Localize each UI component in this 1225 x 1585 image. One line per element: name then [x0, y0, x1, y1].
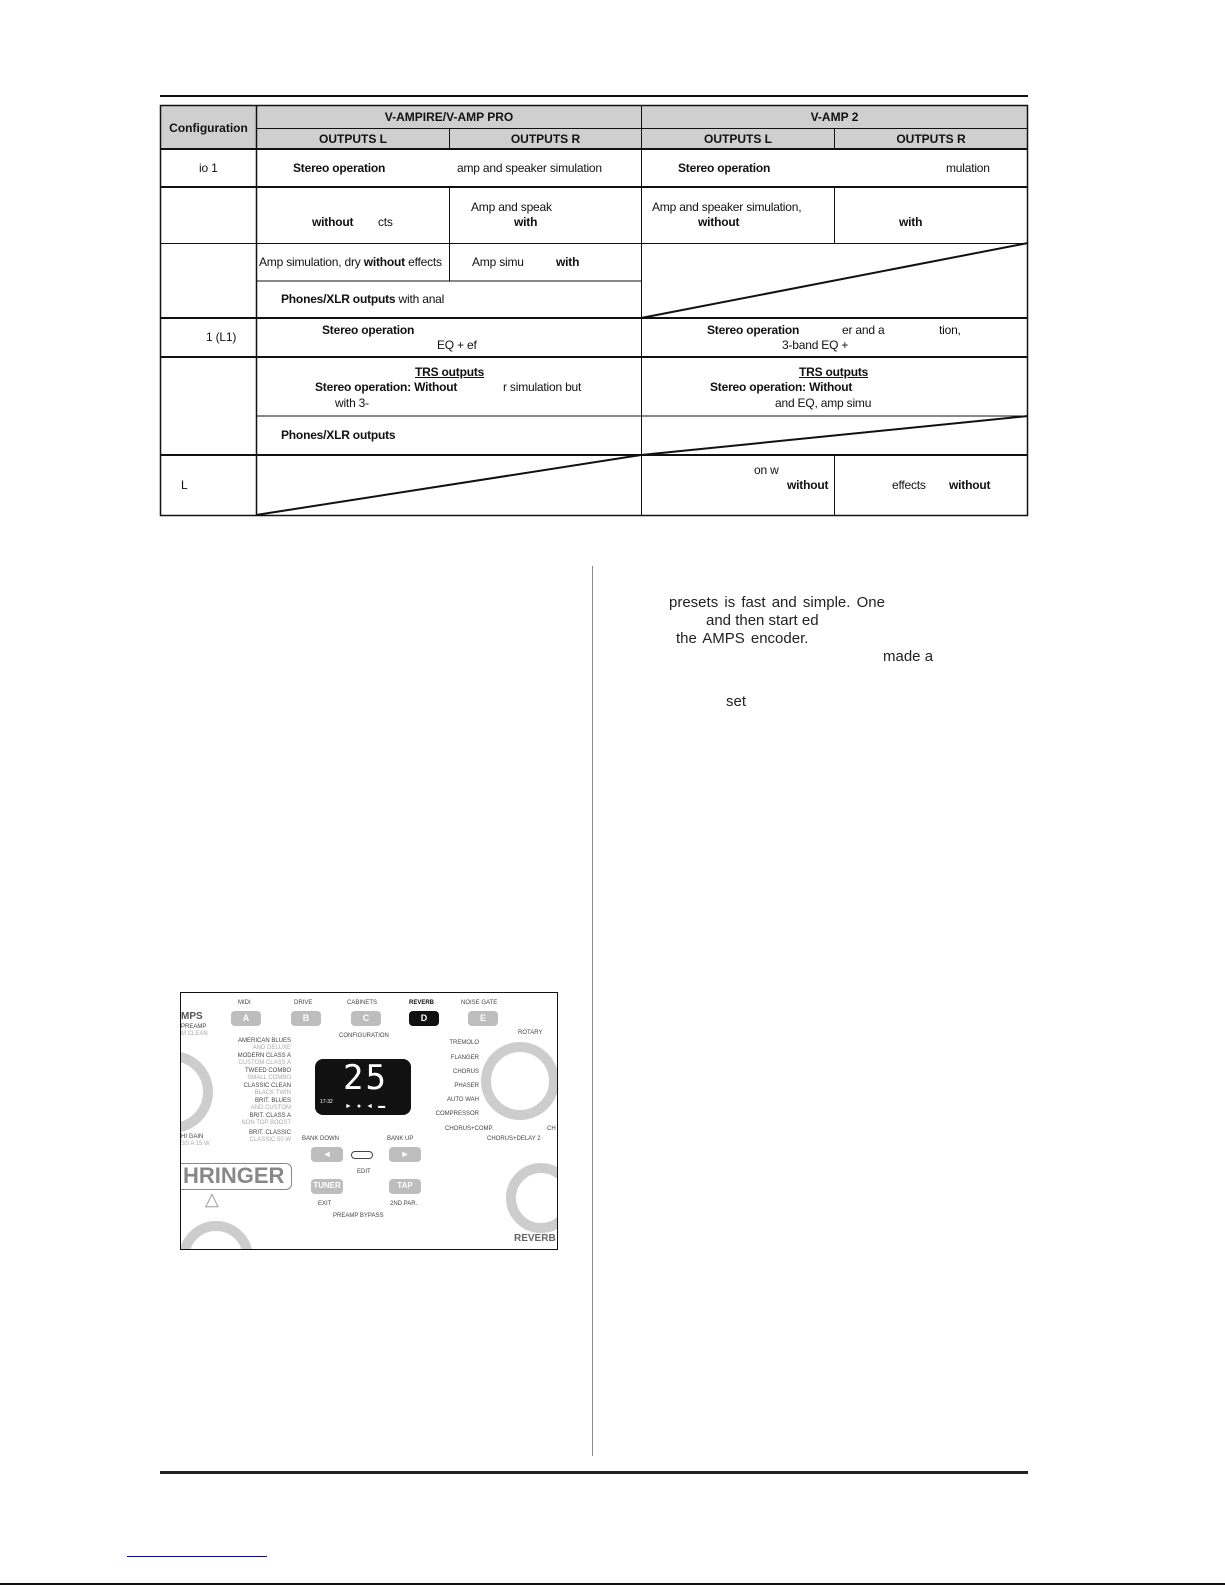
- button-a: A: [231, 1011, 261, 1026]
- cell-text: cts: [378, 215, 393, 229]
- label-edit: EDIT: [357, 1169, 371, 1175]
- effect-item: FLANGER: [450, 1055, 479, 1061]
- row-label: 1 (L1): [206, 330, 237, 344]
- body-text: the AMPS encoder.: [676, 630, 809, 647]
- label-noise-gate: NOISE GATE: [461, 1000, 498, 1006]
- table-grid: [0, 0, 1225, 530]
- diagonal-na: [641, 243, 1028, 318]
- group-header-vamp2: V-AMP 2: [641, 105, 1028, 129]
- button-e: E: [468, 1011, 498, 1026]
- bank-down-button: ◄: [311, 1147, 343, 1162]
- body-text: set: [726, 693, 747, 710]
- button-b: B: [291, 1011, 321, 1026]
- label-amps: MPS: [181, 1011, 203, 1022]
- cell-text: TRS outputs: [799, 365, 869, 379]
- label-cabinets: CABINETS: [347, 1000, 378, 1006]
- cell-text: Stereo operation: Without: [315, 380, 458, 394]
- column-divider: [592, 566, 593, 1456]
- config-header: Configuration: [160, 105, 257, 150]
- label-configuration: CONFIGURATION: [339, 1033, 389, 1039]
- cell-text: Phones/XLR outputs with anal: [281, 292, 445, 306]
- cell-text: Amp simu: [472, 255, 524, 269]
- label-hi-gain: HI GAIN: [181, 1134, 204, 1140]
- link-underline: [127, 1556, 267, 1557]
- outputs-header: OUTPUTS R: [834, 128, 1028, 150]
- effects-knob: [481, 1042, 558, 1120]
- label-reverb-knob: REVERB: [514, 1233, 556, 1244]
- label-reverb: REVERB: [409, 1000, 435, 1006]
- cell-text: Amp simulation, dry without effects: [259, 255, 442, 269]
- display-indicators: ►●◄▬: [345, 1103, 391, 1110]
- effect-item: COMPRESSOR: [435, 1111, 479, 1117]
- cell-text: amp and speaker simulation: [457, 161, 602, 175]
- diagonal-na: [641, 416, 1028, 455]
- outputs-header: OUTPUTS L: [256, 128, 450, 150]
- label-hi-gain-sub: SS A 15 W: [181, 1141, 210, 1147]
- cell-text: Amp and speaker simulation,: [652, 200, 802, 214]
- button-c: C: [351, 1011, 381, 1026]
- effect-item: TREMOLO: [449, 1040, 479, 1046]
- body-text: presets is fast and simple. One: [669, 594, 885, 611]
- cell-text: Stereo operation: [678, 161, 771, 175]
- cell-text: Stereo operation: [293, 161, 386, 175]
- amp-item: TWEED COMBO SMALL COMBO: [245, 1068, 291, 1081]
- effect-item: PHASER: [454, 1083, 479, 1089]
- body-text: made a: [883, 648, 934, 665]
- amp-item: MODERN CLASS A CUSTOM CLASS A: [237, 1053, 291, 1066]
- cell-text: without: [787, 478, 829, 492]
- cell-text: Stereo operation: Without: [710, 380, 853, 394]
- label-exit: EXIT: [318, 1201, 332, 1207]
- cell-text: Stereo operation: [322, 323, 415, 337]
- device-panel-image: [180, 992, 558, 1250]
- cell-text: tion,: [939, 323, 961, 337]
- effects-list: [421, 1040, 479, 1125]
- tap-button: TAP: [389, 1179, 421, 1194]
- display-value: 25: [343, 1058, 388, 1098]
- body-text: and then start ed: [706, 612, 819, 629]
- cell-text: without: [698, 215, 740, 229]
- bottom-left-knob: [180, 1221, 253, 1250]
- reverb-knob: [506, 1163, 558, 1233]
- cell-text: without: [312, 215, 354, 229]
- diagonal-na: [256, 455, 641, 515]
- amp-item: BRIT. CLASS A NON TOP BOOST: [241, 1113, 291, 1126]
- label-drive: DRIVE: [294, 1000, 313, 1006]
- effect-item: AUTO WAH: [446, 1097, 479, 1103]
- lcd-display: [315, 1059, 411, 1115]
- amp-item: CLASSIC CLEAN BLACK TWIN: [243, 1083, 291, 1096]
- label-ch: CH: [547, 1126, 556, 1132]
- bottom-rule: [160, 1471, 1028, 1474]
- cell-text: r simulation but: [503, 380, 582, 394]
- cell-text: Amp and speak: [471, 200, 552, 214]
- cell-text: 3-band EQ +: [782, 338, 849, 352]
- outputs-header: OUTPUTS L: [641, 128, 835, 150]
- button-d: D: [409, 1011, 439, 1026]
- bank-up-button: ►: [389, 1147, 421, 1162]
- label-midi: MIDI: [238, 1000, 251, 1006]
- cell-text: TRS outputs: [415, 365, 485, 379]
- label-chorus-delay: CHORUS+DELAY 2: [487, 1136, 541, 1142]
- edit-led: [351, 1151, 373, 1159]
- amp-item: AMERICAN BLUES AND DELUXE: [237, 1038, 291, 1051]
- brand-logo: HRINGER: [183, 1163, 285, 1188]
- label-2nd-par: 2ND PAR.: [390, 1201, 418, 1207]
- label-bank-up: BANK UP: [387, 1136, 414, 1142]
- cell-text: with: [899, 215, 923, 229]
- label-preamp: PREAMP: [181, 1024, 207, 1030]
- effect-item: CHORUS: [452, 1069, 479, 1075]
- cell-text: Phones/XLR outputs: [281, 428, 396, 442]
- label-rotary: ROTARY: [518, 1030, 543, 1036]
- cell-text: Stereo operation: [707, 323, 800, 337]
- cell-text: effects: [892, 478, 926, 492]
- amps-list: [221, 1038, 291, 1144]
- amps-knob: [180, 1051, 213, 1133]
- cell-text: with: [514, 215, 538, 229]
- label-bank-down: BANK DOWN: [302, 1136, 340, 1142]
- tuner-button: TUNER: [311, 1179, 343, 1194]
- outputs-header: OUTPUTS R: [449, 128, 642, 150]
- cell-text: er and a: [842, 323, 885, 337]
- amp-item: BRIT. BLUES AND CUSTOM: [250, 1098, 291, 1111]
- amp-item: BRIT. CLASSIC CLASSIC 50 W: [248, 1130, 291, 1143]
- warning-triangle-icon: △: [205, 1189, 219, 1209]
- label-preamp-bypass: PREAMP BYPASS: [333, 1213, 384, 1219]
- cell-text: with 3-: [335, 396, 369, 410]
- cell-text: mulation: [946, 161, 990, 175]
- cell-text: on w: [754, 463, 779, 477]
- cell-text: without: [949, 478, 991, 492]
- cell-text: with: [556, 255, 580, 269]
- display-range: 17-32: [320, 1099, 333, 1105]
- row-label: L: [181, 478, 188, 492]
- cell-text: and EQ, amp simu: [775, 396, 872, 410]
- group-header-vampire: V-AMPIRE/V-AMP PRO: [256, 105, 642, 129]
- label-chorus-comp: CHORUS+COMP.: [445, 1126, 494, 1132]
- label-preamp-sub: M CLEAN: [181, 1031, 208, 1037]
- row-label: io 1: [199, 161, 218, 175]
- cell-text: EQ + ef: [437, 338, 477, 352]
